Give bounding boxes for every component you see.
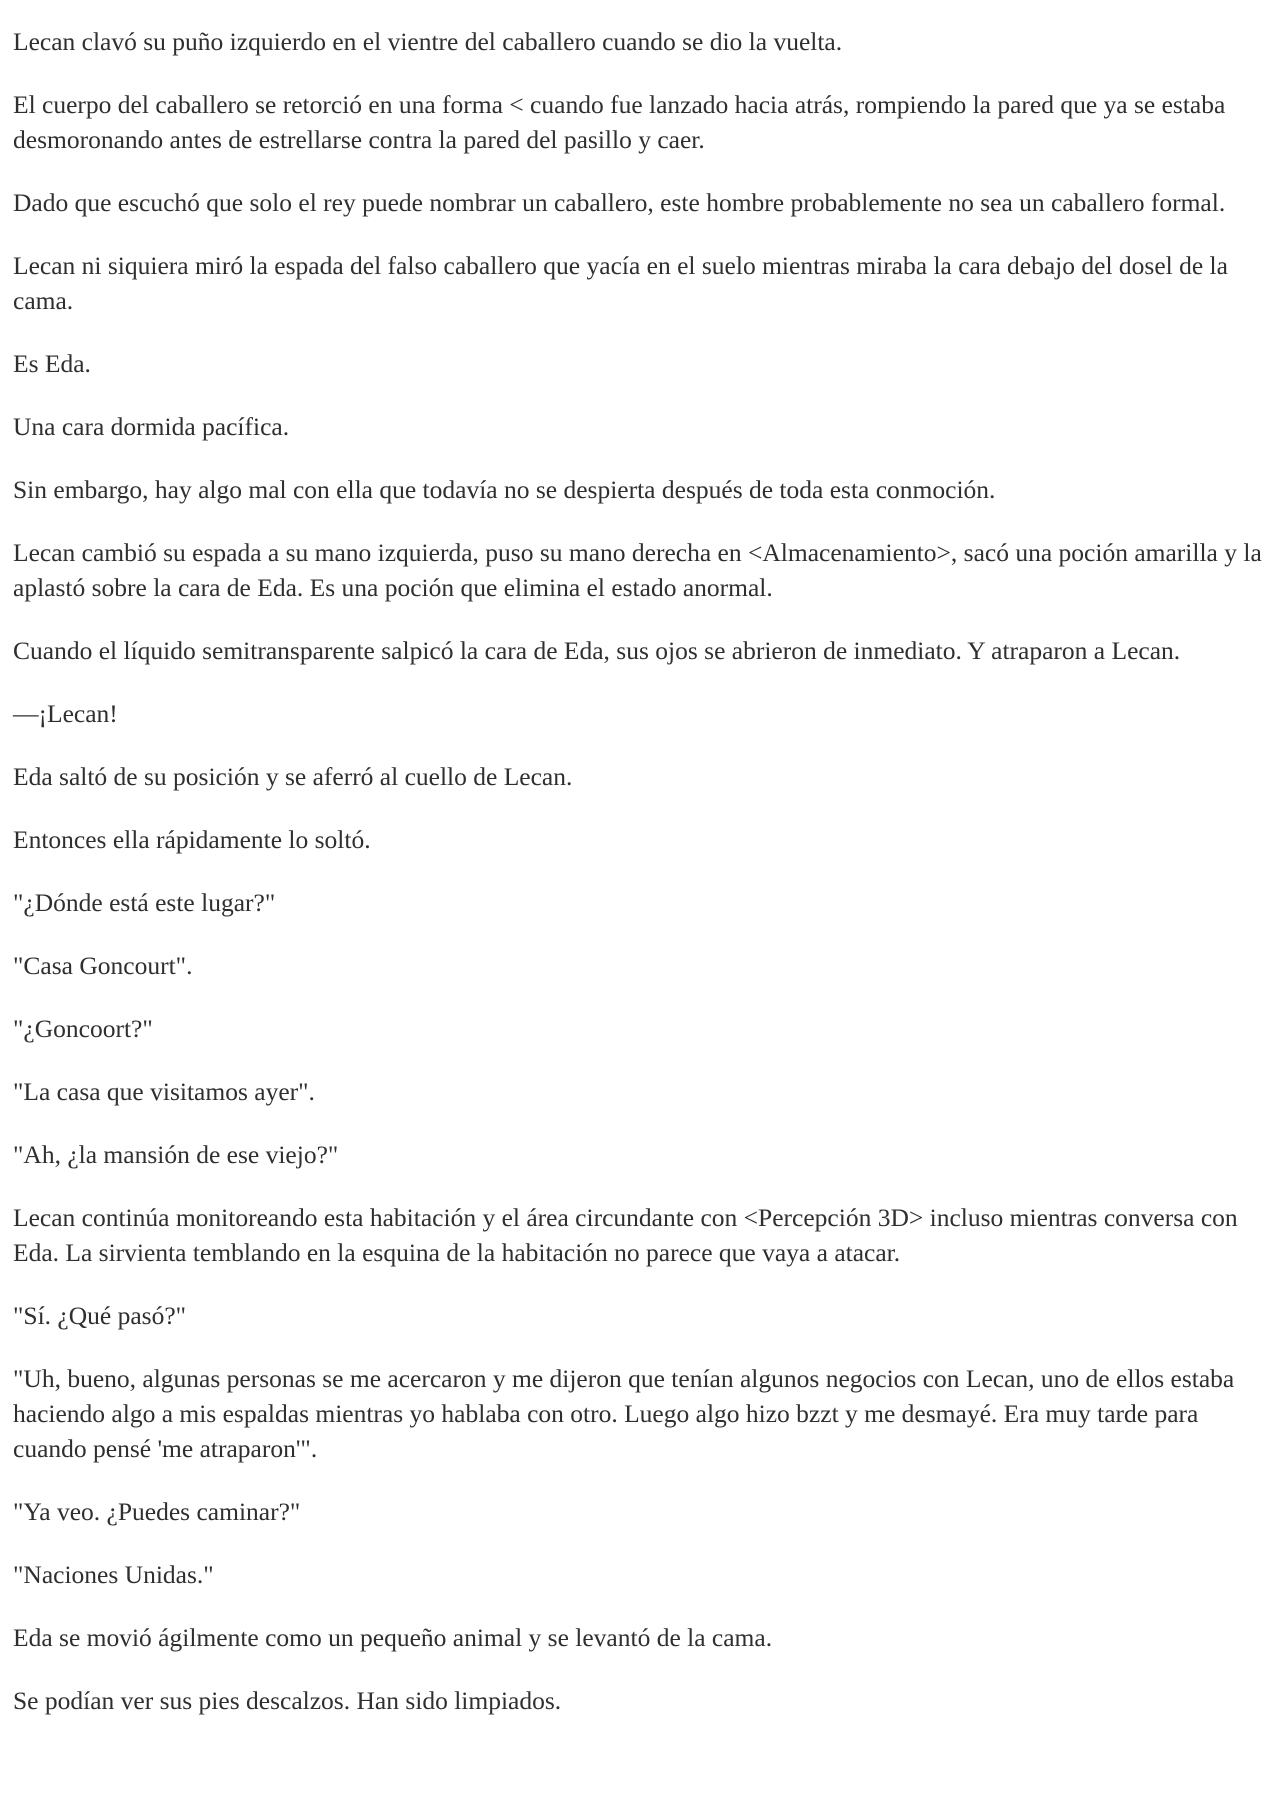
paragraph: Se podían ver sus pies descalzos. Han sido limpiados. [13, 1686, 562, 1715]
dialogue-line: "La casa que visitamos ayer". [13, 1077, 315, 1106]
paragraph: Es Eda. [13, 349, 91, 378]
paragraph: Lecan clavó su puño izquierdo en el vientre del caballero cuando se dio la vuelta. [13, 27, 843, 56]
paragraph: Lecan cambió su espada a su mano izquierda, puso su mano derecha en <Almacenamiento>, sacó una poción amarilla y la aplastó sobre la cara de Eda. Es una poción que elimina el estado anormal. [13, 538, 1262, 602]
paragraph: Cuando el líquido semitransparente salpicó la cara de Eda, sus ojos se abrieron de inmediato. Y atraparon a Lecan. [13, 636, 1181, 665]
dialogue-line: "¿Dónde está este lugar?" [13, 888, 276, 917]
paragraph: Sin embargo, hay algo mal con ella que todavía no se despierta después de toda esta conmoción. [13, 475, 996, 504]
paragraph: Entonces ella rápidamente lo soltó. [13, 825, 371, 854]
dialogue-line: "Naciones Unidas." [13, 1560, 214, 1589]
dialogue-line: "Ah, ¿la mansión de ese viejo?" [13, 1140, 339, 1169]
paragraph: Lecan continúa monitoreando esta habitación y el área circundante con <Percepción 3D> incluso mientras conversa con Eda. La sirvienta temblando en la esquina de la habitación no parece que vaya a atacar. [13, 1203, 1238, 1267]
dialogue-line: "Uh, bueno, algunas personas se me acercaron y me dijeron que tenían algunos negocios con Lecan, uno de ellos estaba haciendo algo a mis espaldas mientras yo hablaba con otro. Luego algo hizo bzzt y me desmayé. Era muy tarde para cuando pensé 'me atraparon'". [13, 1364, 1235, 1463]
paragraph: El cuerpo del caballero se retorció en una forma < cuando fue lanzado hacia atrás, rompiendo la pared que ya se estaba desmoronando antes de estrellarse contra la pared del pasillo y caer. [13, 90, 1226, 154]
dialogue-line: —¡Lecan! [13, 699, 118, 728]
paragraph: Lecan ni siquiera miró la espada del falso caballero que yacía en el suelo mientras miraba la cara debajo del dosel de la cama. [13, 251, 1228, 315]
dialogue-line: "¿Goncoort?" [13, 1014, 153, 1043]
paragraph: Eda saltó de su posición y se aferró al cuello de Lecan. [13, 762, 573, 791]
paragraph: Eda se movió ágilmente como un pequeño animal y se levantó de la cama. [13, 1623, 773, 1652]
dialogue-line: "Ya veo. ¿Puedes caminar?" [13, 1497, 301, 1526]
paragraph: Una cara dormida pacífica. [13, 412, 290, 441]
paragraph: Dado que escuchó que solo el rey puede nombrar un caballero, este hombre probablemente no sea un caballero formal. [13, 188, 1226, 217]
dialogue-line: "Sí. ¿Qué pasó?" [13, 1301, 187, 1330]
dialogue-line: "Casa Goncourt". [13, 951, 193, 980]
